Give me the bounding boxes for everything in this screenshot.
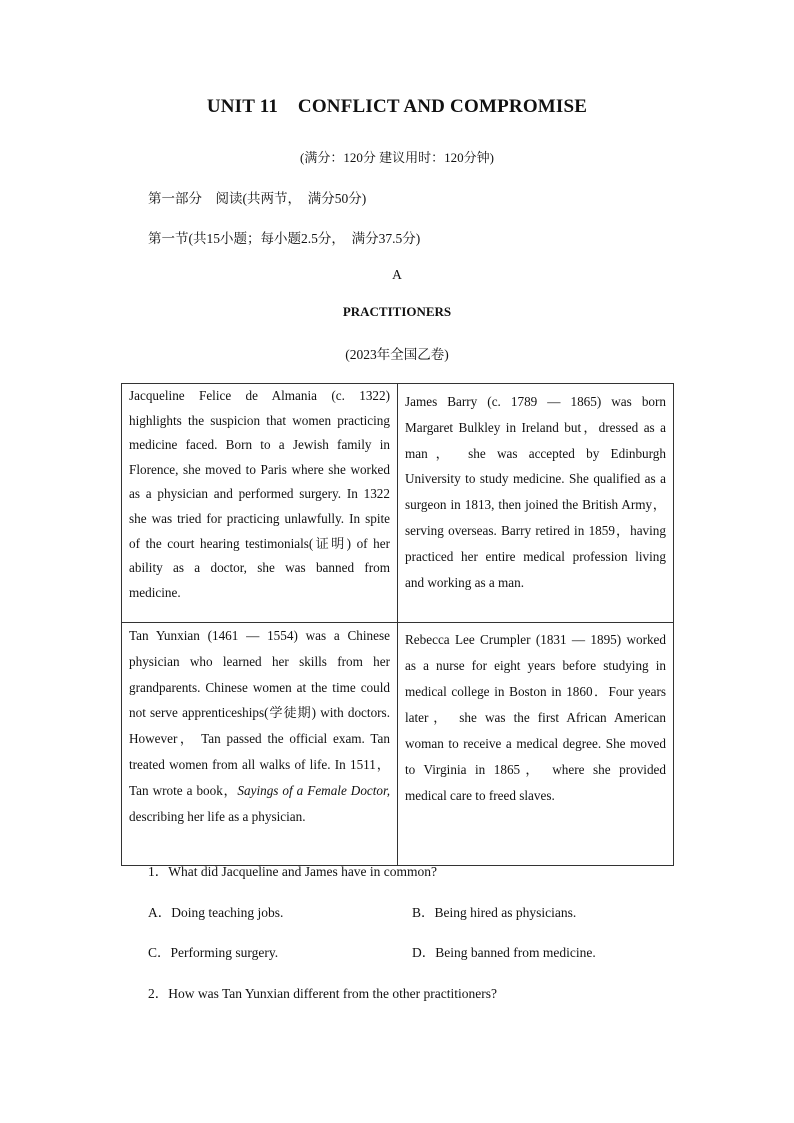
question-2-stem: 2．How was Tan Yunxian different from the other practitioners? (148, 986, 497, 1001)
cell-text: Jacqueline Felice de Almania (c. 1322) highlights the suspicion that women practicing medicine faced. Born to a Jewish family in Florence, she moved to Paris where she worked as a physician and performed surgery. In 1322 she was tried for practicing unlawfully. In spite of the court hearing testimonials(证明) of her ability as a doctor, she was banned from medicine. (129, 388, 390, 600)
passage-label: A (392, 267, 402, 282)
part-heading: 第一部分 阅读(共两节， 满分50分) (148, 191, 367, 206)
practitioners-table (121, 383, 674, 866)
book-title: Sayings of a Female Doctor, (237, 782, 390, 798)
cell-text: James Barry (c. 1789 — 1865) was born Margaret Bulkley in Ireland but，dressed as a man， she was accepted by Edinburgh University to study medicine. She qualified as a surgeon in 1813, then joined the British Army，serving overseas. Barry retired in 1859，having practiced her entire medical profession living and working as a man. (405, 394, 666, 590)
question-1-option-c[interactable]: C．Performing surgery. (148, 945, 279, 960)
table-cell-rebecca (398, 623, 674, 866)
page-title: UNIT 11 CONFLICT AND COMPROMISE (206, 96, 588, 117)
question-1-stem: 1．What did Jacqueline and James have in common? (148, 864, 438, 879)
passage-heading: PRACTITIONERS (342, 304, 452, 319)
question-1-option-d[interactable]: D．Being banned from medicine. (412, 945, 596, 960)
table-cell-tan (122, 623, 398, 866)
exam-info: (满分：120分 建议用时：120分钟) (300, 150, 494, 165)
cell-text: Tan Yunxian (1461 — 1554) was a Chinese physician who learned her skills from her grandparents. Chinese women at the time could not serve apprenticeships(学徒期) with doctors. However， Tan passed the official exam. Tan treated women from all walks of life. In 1511，Tan wrote a book， (129, 628, 390, 798)
question-1-option-a[interactable]: A．Doing teaching jobs. (148, 905, 284, 920)
cell-text: describing her life as a physician. (129, 808, 306, 824)
question-1-option-b[interactable]: B．Being hired as physicians. (412, 905, 577, 920)
table-cell-jacqueline (122, 384, 398, 623)
passage-source: (2023年全国乙卷) (345, 347, 449, 362)
table-cell-james (398, 384, 674, 623)
section-heading: 第一节(共15小题；每小题2.5分， 满分37.5分) (148, 231, 421, 246)
cell-text: Rebecca Lee Crumpler (1831 — 1895) worked as a nurse for eight years before studying in medical college in Boston in 1860．Four years later， she was the first African American woman to receive a medical degree. She moved to Virginia in 1865， where she provided medical care to freed slaves. (405, 632, 666, 803)
